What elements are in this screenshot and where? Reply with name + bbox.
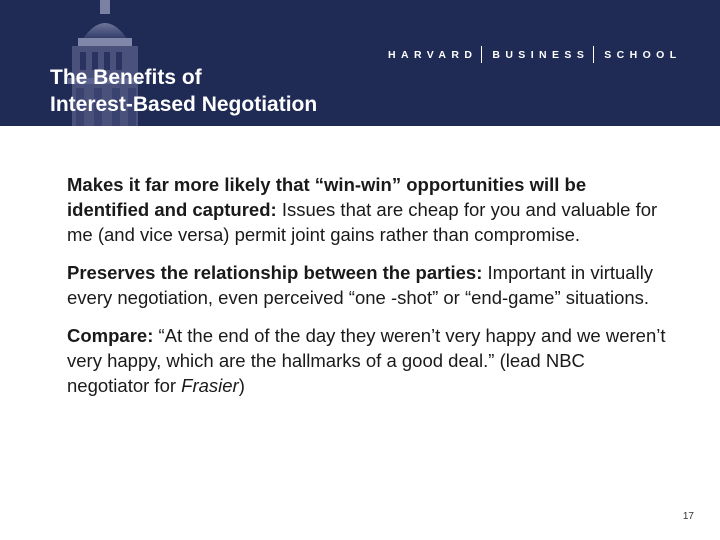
brand-divider [481, 46, 482, 63]
slide-title [50, 64, 317, 118]
paragraph-text: Issues that are cheap for you and valuable for me (and vice versa) permit joint gains rather than compromise. [67, 199, 658, 245]
brand-word-harvard: HARVARD [388, 48, 478, 61]
benefit-paragraph-1 [67, 172, 667, 247]
paragraph-lead: Makes it far more likely that “win-win” opportunities will be identified and captured: [67, 174, 587, 220]
slide-header [0, 0, 720, 126]
show-title: Frasier [181, 375, 239, 396]
slide-title-line-1: The Benefits of [50, 66, 202, 89]
slide-body [67, 172, 667, 411]
paragraph-text: Important in virtually every negotiation, even perceived “one -shot” or “end-game” situations. [67, 262, 654, 308]
brand-word-school: SCHOOL [604, 48, 682, 61]
slide-title-line-2: Interest-Based Negotiation [50, 93, 318, 116]
quote-tail: ) [238, 375, 245, 396]
brand-divider [593, 46, 594, 63]
benefit-paragraph-2 [67, 260, 667, 310]
brand-wordmark [388, 46, 682, 63]
compare-paragraph [67, 323, 667, 398]
quote-text: “At the end of the day they weren’t very happy and we weren’t very happy, which are the hallmarks of a good deal.” (lead NBC negotiator for [67, 325, 666, 396]
paragraph-lead: Compare: [67, 325, 154, 346]
brand-word-business: BUSINESS [492, 48, 590, 61]
page-number: 17 [682, 511, 694, 522]
paragraph-lead: Preserves the relationship between the parties: [67, 262, 483, 283]
